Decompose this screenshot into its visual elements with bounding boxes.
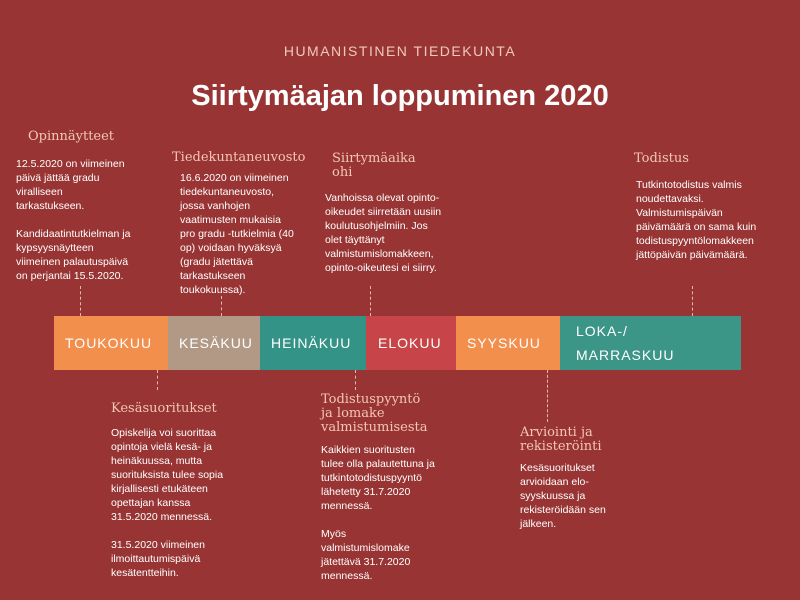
event-text-todistus: Tutkintotodistus valmis noudettavaksi. Valmistumispäivän päivämäärä on sama kuin todistuspyyntölomakkeen jättöpäivän päivämäärä. [636, 179, 757, 261]
month-kesakuu [168, 316, 260, 370]
event-heading-kesasuoritukset: Kesäsuoritukset [111, 401, 217, 416]
event-text-siirtymaaika: Vanhoissa olevat opinto- oikeudet siirretään uusiin koulutusohjelmiin. Jos olet täyttänyt valmistumislomakkeen, opinto-oikeutesi ei siirry. [325, 192, 442, 274]
event-text-todistuspyynto: Kaikkien suoritusten tulee olla palautettuna ja tutkintotodistuspyyntö lähetetty 31.7.2020 mennessä. Myös valmistumislomake jätettävä 31.7.2020 mennessä. [321, 444, 435, 582]
connector-line [547, 370, 548, 422]
connector-line [692, 286, 693, 316]
month-heinakuu [260, 316, 366, 370]
event-text-tiedekuntaneuvosto: 16.6.2020 on viimeinen tiedekuntaneuvosto, jossa vanhojen vaatimusten mukaisia pro gradu -tutkielmia (40 op) voidaan hyväksyä (gradu jätettävä tarkastukseen toukokuussa). [180, 172, 294, 296]
connector-line [157, 370, 158, 390]
month-syyskuu [456, 316, 560, 370]
event-heading-todistus: Todistus [634, 151, 689, 166]
event-heading-arviointi: Arviointi ja rekisteröinti [520, 425, 602, 454]
event-heading-opinnaytteet: Opinnäytteet [28, 129, 115, 144]
page-title: Siirtymäajan loppuminen 2020 [191, 80, 609, 112]
month-toukokuu [54, 316, 168, 370]
month-lokamarraskuu [560, 316, 741, 370]
connector-line [80, 286, 81, 316]
event-text-arviointi: Kesäsuoritukset arvioidaan elo- syyskuussa ja rekisteröidään sen jälkeen. [520, 462, 606, 530]
month-elokuu [366, 316, 456, 370]
connector-line [355, 370, 356, 390]
month-label: SYYSKUU [467, 335, 541, 351]
connector-line [370, 286, 371, 316]
event-text-opinnaytteet: 12.5.2020 on viimeinen päivä jättää gradu viralliseen tarkastukseen. Kandidaatintutkielman ja kypsyysnäytteen viimeinen palautuspäivä on perjantai 15.5.2020. [16, 158, 131, 282]
faculty-name: HUMANISTINEN TIEDEKUNTA [283, 43, 517, 59]
month-label: KESÄKUU [179, 335, 253, 351]
event-heading-siirtymaaika: Siirtymäaika ohi [332, 151, 416, 180]
event-heading-todistuspyynto: Todistuspyyntö ja lomake valmistumisesta [321, 392, 428, 435]
month-label: LOKA-/ MARRASKUU [576, 323, 675, 363]
month-label: TOUKOKUU [65, 335, 153, 351]
event-text-kesasuoritukset: Opiskelija voi suorittaa opintoja vielä kesä- ja heinäkuussa, mutta suorituksista tulee sopia kirjallisesti etukäteen opettajan kanssa 31.5.2020 mennessä. 31.5.2020 viimeinen ilmoittautumispäivä kesätentteihin. [111, 427, 224, 579]
connector-line [221, 296, 222, 316]
month-label: ELOKUU [378, 335, 442, 351]
event-heading-tiedekuntaneuvosto: Tiedekuntaneuvosto [172, 150, 306, 165]
month-label: HEINÄKUU [271, 335, 352, 351]
